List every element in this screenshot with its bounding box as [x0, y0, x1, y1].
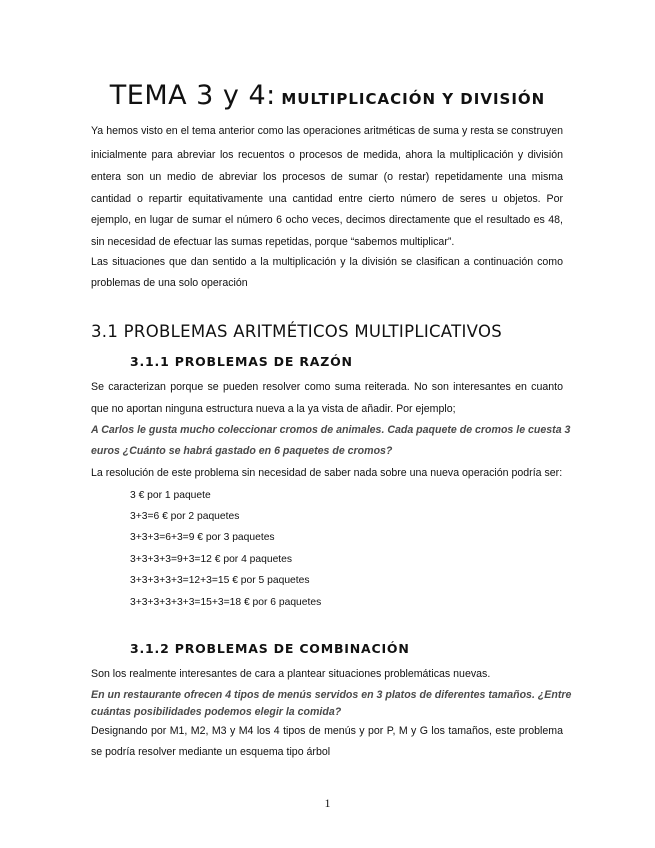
razon-line: Se caracterizan porque se pueden resolver como suma reiterada. No son interesantes en cuanto	[91, 381, 563, 393]
resolution-step: 3+3+3+3=9+3=12 € por 4 paquetes	[130, 554, 293, 565]
page-number: 1	[324, 796, 331, 810]
combinacion-line: Designando por M1, M2, M3 y M4 los 4 tipos de menús y por P, M y G los tamaños, este problema	[91, 725, 563, 737]
intro-line: ejemplo, en lugar de sumar el número 6 ocho veces, decimos directamente que el resultado es 48,	[91, 214, 563, 226]
razon-resolution-intro: La resolución de este problema sin necesidad de saber nada sobre una nueva operación podría ser:	[91, 467, 563, 479]
combinacion-line: se podría resolver mediante un esquema tipo árbol	[91, 746, 331, 758]
title-main: TEMA 3 y 4:	[109, 80, 276, 111]
intro-line: Las situaciones que dan sentido a la multiplicación y la división se clasifican a continuación como	[91, 256, 563, 268]
subsection-heading-razon: 3.1.1 PROBLEMAS DE RAZÓN	[130, 354, 353, 369]
resolution-step: 3+3+3=6+3=9 € por 3 paquetes	[130, 532, 275, 543]
intro-line: inicialmente para abreviar los recuentos o procesos de medida, ahora la multiplicación y división	[91, 149, 563, 161]
combinacion-example-line: En un restaurante ofrecen 4 tipos de menús servidos en 3 platos de diferentes tamaños. ¿Entre	[91, 689, 572, 701]
intro-line: Ya hemos visto en el tema anterior como las operaciones aritméticas de suma y resta se construyen	[91, 125, 563, 137]
resolution-step: 3 € por 1 paquete	[130, 490, 211, 501]
razon-line: que no aportan ninguna estructura nueva a la ya vista de añadir. Por ejemplo;	[91, 403, 456, 415]
razon-example-line: euros ¿Cuánto se habrá gastado en 6 paquetes de cromos?	[91, 445, 393, 457]
intro-line: problemas de una solo operación	[91, 277, 248, 289]
intro-line: entera son un medio de abreviar los procesos de sumar (o restar) repetidamente una misma	[91, 171, 563, 183]
section-heading: 3.1 PROBLEMAS ARITMÉTICOS MULTIPLICATIVOS	[91, 322, 503, 341]
intro-line: cantidad o repartir equitativamente una cantidad entre cierto número de seres u objetos. Por	[91, 193, 563, 205]
razon-example-line: A Carlos le gusta mucho coleccionar cromos de animales. Cada paquete de cromos le cuesta 3	[91, 424, 571, 436]
resolution-step: 3+3+3+3+3+3=15+3=18 € por 6 paquetes	[130, 597, 322, 608]
resolution-step: 3+3=6 € por 2 paquetes	[130, 511, 240, 522]
combinacion-intro: Son los realmente interesantes de cara a plantear situaciones problemáticas nuevas.	[91, 668, 491, 680]
subsection-heading-combinacion: 3.1.2 PROBLEMAS DE COMBINACIÓN	[130, 641, 410, 656]
title-sub: MULTIPLICACIÓN Y DIVISIÓN	[281, 90, 546, 108]
document-title	[0, 80, 655, 111]
resolution-step: 3+3+3+3+3=12+3=15 € por 5 paquetes	[130, 575, 310, 586]
combinacion-example-line: cuántas posibilidades podemos elegir la comida?	[91, 706, 342, 718]
intro-line: sin necesidad de efectuar las sumas repetidas, porque “sabemos multiplicar”.	[91, 236, 455, 248]
